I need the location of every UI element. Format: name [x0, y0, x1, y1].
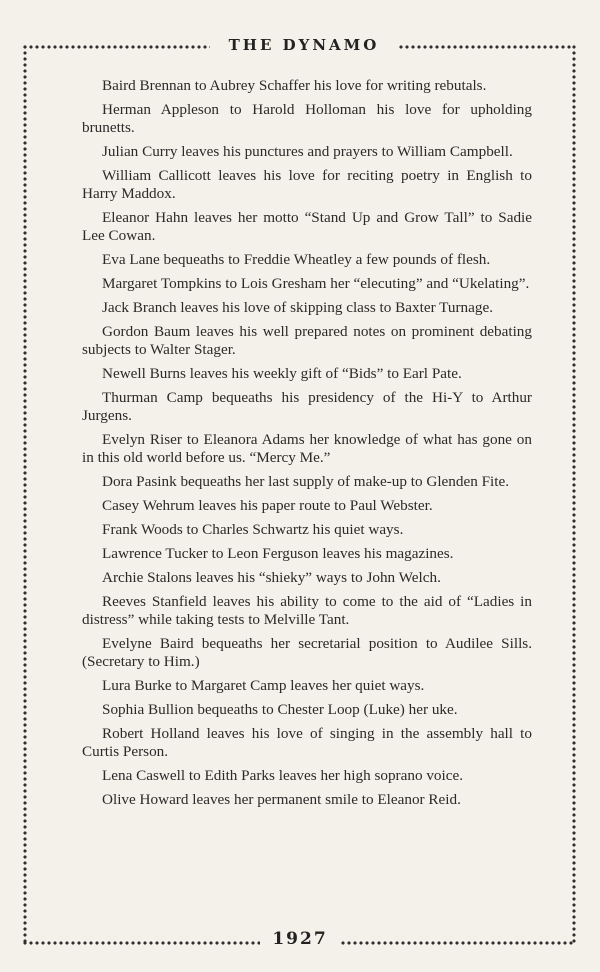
will-entry: Lena Caswell to Edith Parks leaves her high soprano voice. [102, 767, 464, 784]
will-entry: Lawrence Tucker to Leon Ferguson leaves his magazines. [102, 545, 454, 562]
will-entry: Herman Appleson to Harold Holloman his love for upholding brunetts. [82, 101, 532, 136]
will-entry: Margaret Tompkins to Lois Gresham her “elecuting” and “Ukelating”. [102, 275, 530, 292]
page-header-title: THE DYNAMO [228, 36, 380, 54]
will-entry: Thurman Camp bequeaths his presidency of the Hi-Y to Arthur Jurgens. [82, 389, 532, 424]
will-entry: William Callicott leaves his love for reciting poetry in English to Harry Maddox. [82, 167, 532, 202]
will-entry: Lura Burke to Margaret Camp leaves her quiet ways. [102, 677, 425, 694]
page-footer-year: 1927 [272, 929, 328, 949]
will-entries [82, 77, 532, 815]
will-entry: Jack Branch leaves his love of skipping class to Baxter Turnage. [102, 299, 494, 316]
dotted-border-left [21, 44, 29, 944]
will-entry: Eva Lane bequeaths to Freddie Wheatley a few pounds of flesh. [102, 251, 491, 268]
will-entry: Archie Stalons leaves his “shieky” ways to John Welch. [102, 569, 441, 586]
will-entry: Gordon Baum leaves his well prepared notes on prominent debating subjects to Walter Stager. [82, 323, 532, 358]
will-entry: Evelyn Riser to Eleanora Adams her knowledge of what has gone on in this old world before us. “Mercy Me.” [82, 431, 532, 466]
dotted-border-top-left [22, 43, 210, 51]
will-entry: Baird Brennan to Aubrey Schaffer his love for writing rebutals. [102, 77, 487, 94]
will-entry: Frank Woods to Charles Schwartz his quiet ways. [102, 521, 404, 538]
will-entry: Sophia Bullion bequeaths to Chester Loop (Luke) her uke. [102, 701, 458, 718]
dotted-border-bottom-right [340, 939, 575, 947]
will-entry: Olive Howard leaves her permanent smile to Eleanor Reid. [102, 791, 461, 808]
will-entry: Evelyne Baird bequeaths her secretarial position to Audilee Sills. (Secretary to Him.) [82, 635, 532, 670]
will-entry: Dora Pasink bequeaths her last supply of make-up to Glenden Fite. [102, 473, 510, 490]
dotted-border-right [570, 44, 578, 944]
dotted-border-top-right [398, 43, 575, 51]
will-entry: Robert Holland leaves his love of singing in the assembly hall to Curtis Person. [82, 725, 532, 760]
dotted-border-bottom-left [22, 939, 260, 947]
will-entry: Casey Wehrum leaves his paper route to Paul Webster. [102, 497, 433, 514]
will-entry: Newell Burns leaves his weekly gift of “Bids” to Earl Pate. [102, 365, 462, 382]
will-entry: Reeves Stanfield leaves his ability to come to the aid of “Ladies in distress” while taking tests to Melville Tant. [82, 593, 532, 628]
will-entry: Eleanor Hahn leaves her motto “Stand Up and Grow Tall” to Sadie Lee Cowan. [82, 209, 532, 244]
will-entry: Julian Curry leaves his punctures and prayers to William Campbell. [102, 143, 513, 160]
